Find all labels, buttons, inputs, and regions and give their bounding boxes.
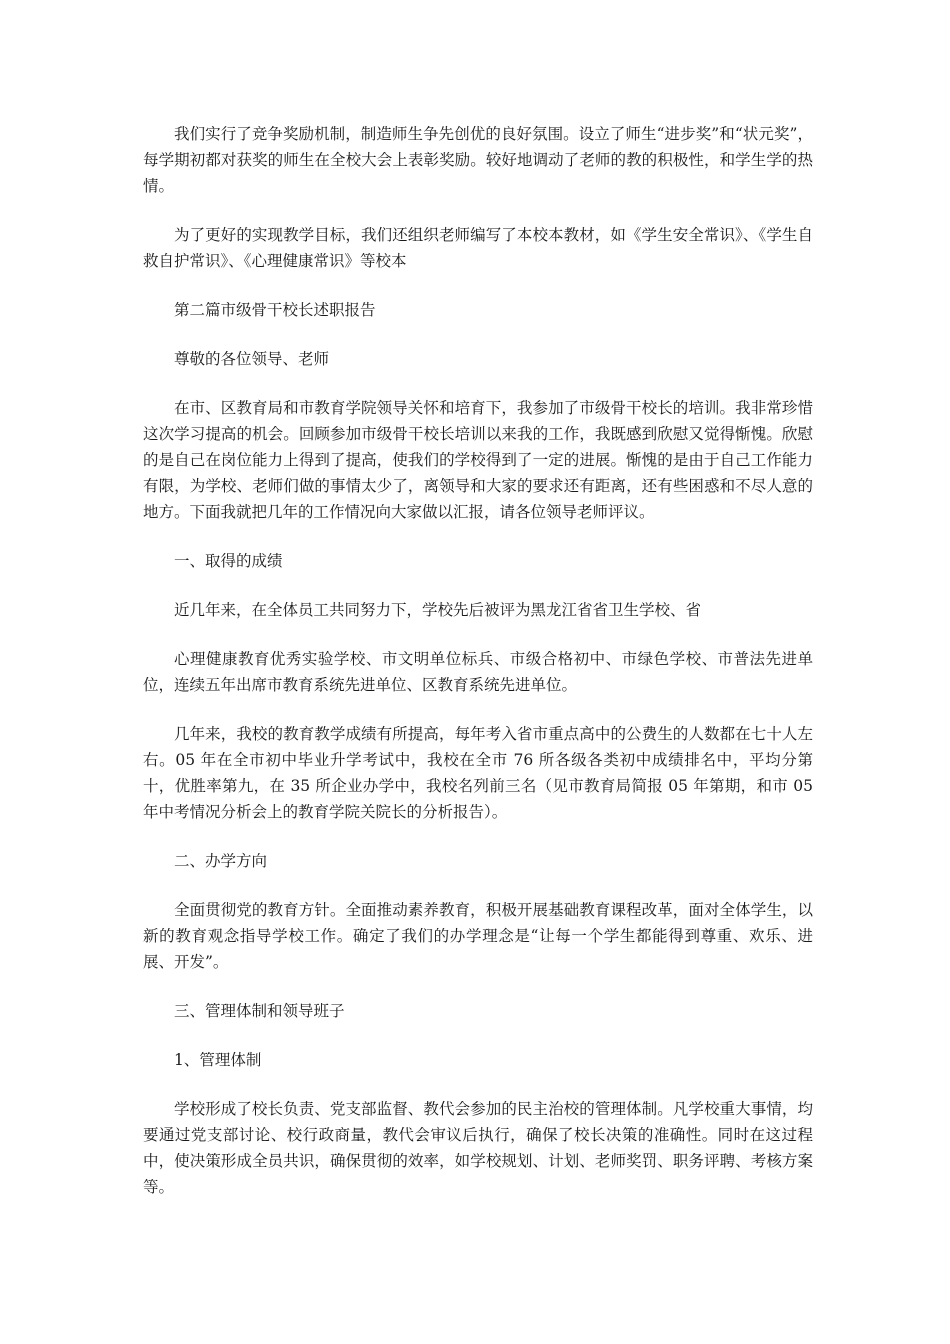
heading-achievements: 一、取得的成绩 [174, 552, 283, 570]
paragraph-incentive-mechanism: 我们实行了竞争奖励机制，制造师生争先创优的良好氛围。设立了师生“进步奖”和“状元奖”，每学期初都对获奖的师生在全校大会上表彰奖励。较好地调动了老师的教的积极性，和学生学的热情。 [143, 125, 813, 195]
heading-school-direction: 二、办学方向 [174, 852, 268, 870]
paragraph-introduction: 在市、区教育局和市教育学院领导关怀和培育下，我参加了市级骨干校长的培训。我非常珍惜这次学习提高的机会。回顾参加市级骨干校长培训以来我的工作，我既感到欣慰又觉得惭愧。欣慰的是自己在岗位能力上得到了提高，使我们的学校得到了一定的进展。惭愧的是由于自己工作能力有限，为学校、老师们做的事情太少了，离领导和大家的要求还有距离，还有些困惑和不尽人意的地方。下面我就把几年的工作情况向大家做以汇报，请各位领导老师评议。 [143, 399, 813, 521]
paragraph-school-textbooks: 为了更好的实现教学目标，我们还组织老师编写了本校本教材，如《学生安全常识》、《学生自救自护常识》、《心理健康常识》等校本 [143, 226, 813, 270]
salutation: 尊敬的各位领导、老师 [174, 350, 330, 368]
section-title: 第二篇市级骨干校长述职报告 [174, 301, 376, 319]
paragraph-awards-part1: 近几年来，在全体员工共同努力下，学校先后被评为黑龙江省省卫生学校、省 [174, 601, 702, 619]
subheading-management-system: 1、管理体制 [174, 1051, 262, 1069]
paragraph-awards-part2: 心理健康教育优秀实验学校、市文明单位标兵、市级合格初中、市绿色学校、市普法先进单位，连续五年出席市教育系统先进单位、区教育系统先进单位。 [143, 650, 813, 694]
document-body [143, 121, 813, 1223]
heading-management-leadership: 三、管理体制和领导班子 [174, 1002, 345, 1020]
paragraph-management-system: 学校形成了校长负责、党支部监督、教代会参加的民主治校的管理体制。凡学校重大事情，均要通过党支部讨论、校行政商量，教代会审议后执行，确保了校长决策的准确性。同时在这过程中，使决策形成全员共识，确保贯彻的效率，如学校规划、计划、老师奖罚、职务评聘、考核方案等。 [143, 1100, 813, 1196]
paragraph-exam-results: 几年来，我校的教育教学成绩有所提高，每年考入省市重点高中的公费生的人数都在七十人左右。05 年在全市初中毕业升学考试中，我校在全市 76 所各级各类初中成绩排名中，平均分第十，优胜率第九，在 35 所企业办学中，我校名列前三名（见市教育局简报 05 年第期，和市 05 年中考情况分析会上的教育学院关院长的分析报告）。 [143, 725, 813, 821]
paragraph-education-policy: 全面贯彻党的教育方针。全面推动素养教育，积极开展基础教育课程改革，面对全体学生，以新的教育观念指导学校工作。确定了我们的办学理念是“让每一个学生都能得到尊重、欢乐、进展、开发”。 [143, 901, 813, 971]
